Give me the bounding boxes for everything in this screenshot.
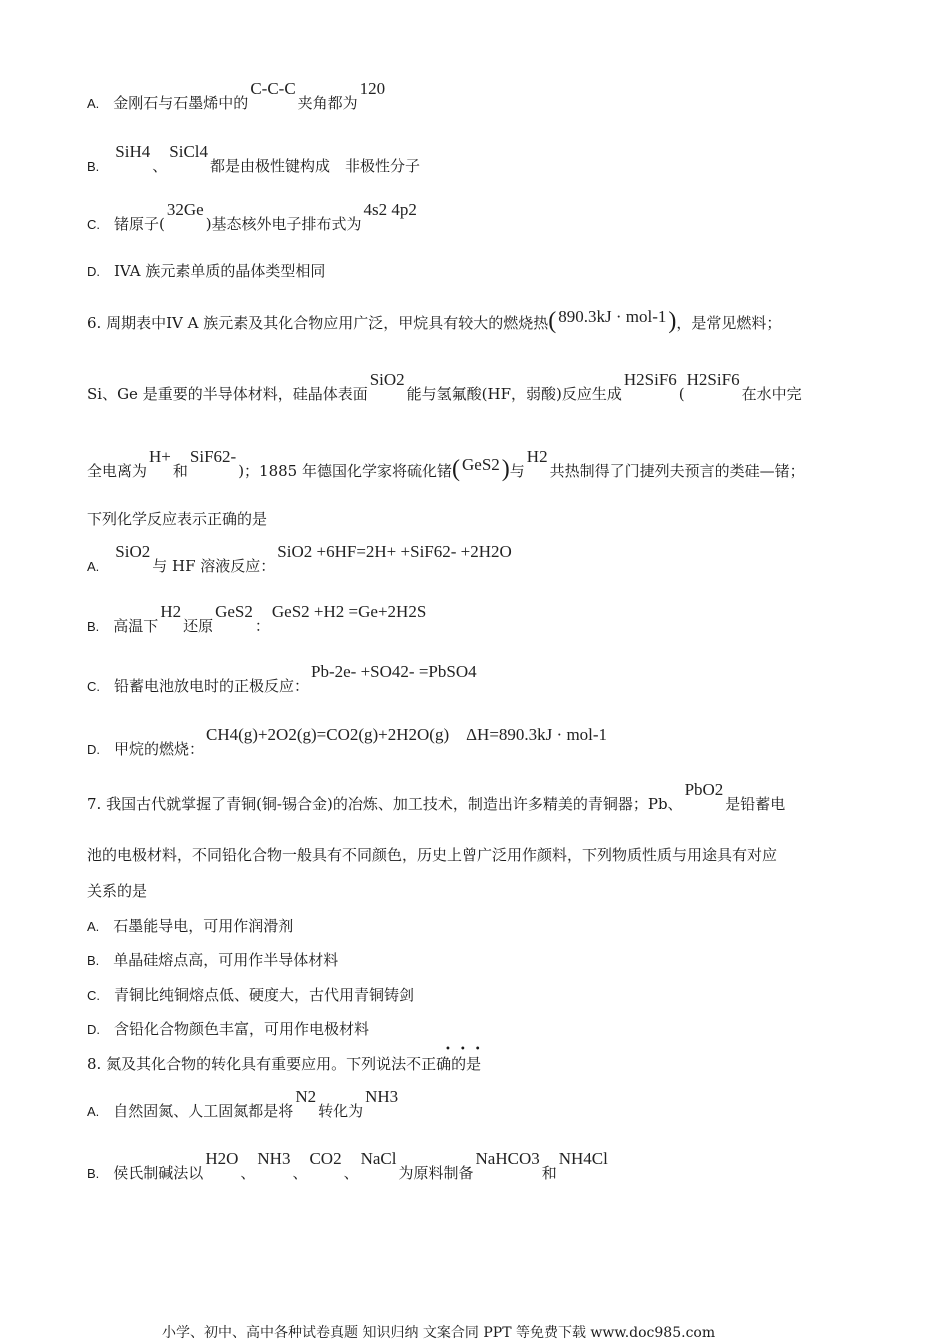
formula: SiCl4 [169,142,209,161]
q5-option-c [87,200,419,234]
stem-text: 8. 氮及其化合物的转化具有重要应用。下列说法不正确的是 [87,1055,482,1073]
formula: 120 [359,79,386,98]
formula: NH3 [365,1087,399,1106]
stem-text: 和 [172,462,188,480]
option-text: 都是由极性键构成 非极性分子 [210,157,421,175]
q6-option-d [87,725,609,759]
stem-text: 池的电极材料，不同铅化合物一般具有不同颜色，历史上曾广泛用作颜料，下列物质性质与用途具有对应 [87,846,778,864]
q6-stem-line-3: 全电离为H+和SiF62-)；1885 年德国化学家将硫化锗( GeS2)与H2共热制得了门捷列夫预言的类硅—锗； [87,447,805,482]
footer-watermark: 小学、初中、高中各种试卷真题 知识归纳 文案合同 PPT 等免费下载 www.doc985.com [162,1325,716,1341]
stem-text: 全电离为 [87,462,148,480]
stem-text: ( [678,385,685,403]
stem-text: ，是常见燃料； [676,314,782,332]
option-text: 铅蓄电池放电时的正极反应： [114,677,310,695]
option-text: 夹角都为 [297,94,358,112]
formula: H2 [160,602,182,621]
q7-option-b [87,949,338,970]
formula: NaCl [360,1149,397,1168]
emphasis-dots: ••• [445,1044,490,1055]
option-text: 甲烷的燃烧： [114,740,205,758]
option-text: 还原 [183,617,214,635]
stem-text: 能与氢氟酸(HF，弱酸)反应生成 [406,385,622,403]
formula: CH4(g)+2O2(g)=CO2(g)+2H2O(g) ΔH=890.3kJ · mol-1 [206,725,608,744]
q5-option-a [87,79,387,113]
option-text: 与 HF 溶液反应： [152,557,276,575]
q8-stem-line-1 [87,1053,481,1074]
formula: H2O [205,1149,239,1168]
stem-text: )；1885 年德国化学家将硫化锗 [238,462,452,480]
formula: SiO2 [369,370,405,389]
option-text: 石墨能导电，可用作润滑剂 [113,917,294,935]
option-text: 侯氏制碱法以 [113,1164,204,1182]
stem-text: 6. 周期表中IV A 族元素及其化合物应用广泛，甲烷具有较大的燃烧热 [87,314,549,332]
stem-text: 共热制得了门捷列夫预言的类硅—锗； [549,462,805,480]
formula: Pb-2e- +SO42- =PbSO4 [311,662,477,681]
q6-option-b [87,602,428,636]
stem-text: Si、Ge 是重要的半导体材料，硅晶体表面 [87,385,368,403]
option-text: 、 [292,1164,308,1182]
stem-text: 7. 我国古代就掌握了青铜(铜-锡合金)的冶炼、加工技术，制造出许多精美的青铜器；Pb、 [87,795,683,813]
q7-stem-line-3 [87,880,147,901]
q5-option-d [87,260,325,281]
formula: PbO2 [684,780,724,799]
formula: NaHCO3 [475,1149,540,1168]
option-label: C. [87,679,100,694]
formula: SiO2 +6HF=2H+ +SiF62- +2H2O [277,542,512,561]
formula: GeS2 [215,602,253,621]
option-text: 为原料制备 [398,1164,474,1182]
formula: SiH4 [115,142,151,161]
formula: GeS2 +H2 =Ge+2H2S [271,602,427,621]
q7-option-d [87,1018,369,1039]
option-label: D. [87,264,100,279]
q7-stem-line-2 [87,844,777,865]
formula: SiF62- [189,447,237,466]
stem-text: 是铅蓄电 [725,795,786,813]
q7-stem-line-1 [87,780,786,814]
formula: GeS2 [462,455,500,474]
stem-text: 在水中完 [741,385,802,403]
q6-stem-line-2 [87,370,802,404]
option-text: 青铜比纯铜熔点低、硬度大，古代用青铜铸剑 [114,986,415,1004]
option-text: )基态核外电子排布式为 [205,215,362,233]
option-label: C. [87,217,100,232]
option-text: 、 [343,1164,359,1182]
option-label: D. [87,1022,100,1037]
formula: H2 [526,447,548,466]
option-label: B. [87,953,100,968]
option-label: B. [87,619,100,634]
formula: 4s2 4p2 [363,200,417,219]
option-label: A. [87,919,100,934]
q6-option-a [87,542,514,576]
formula: NH4Cl [558,1149,608,1168]
formula: 32Ge [166,200,204,219]
option-label: C. [87,988,100,1003]
stem-text: 下列化学反应表示正确的是 [87,510,268,528]
option-label: A. [87,96,100,111]
q7-option-c [87,984,414,1005]
formula: SiO2 [115,542,151,561]
option-text: 和 [541,1164,557,1182]
stem-text: 与 [509,462,525,480]
option-label: A. [87,1104,100,1119]
option-label: A. [87,559,100,574]
formula: NH3 [257,1149,291,1168]
formula: H2SiF6 [623,370,677,389]
option-text: 转化为 [318,1102,364,1120]
option-label: B. [87,159,100,174]
q5-option-b [87,142,421,176]
option-text: 高温下 [113,617,159,635]
option-label: B. [87,1166,100,1181]
q6-stem-line-4 [87,508,267,529]
formula: N2 [295,1087,317,1106]
option-label: D. [87,742,100,757]
option-text: 金刚石与石墨烯中的 [113,94,249,112]
q8-option-b [87,1149,610,1183]
stem-text: 关系的是 [87,882,148,900]
option-text: 含铅化合物颜色丰富，可用作电极材料 [114,1020,370,1038]
q8-option-a [87,1087,400,1121]
option-text: 单晶硅熔点高，可用作半导体材料 [113,951,339,969]
formula: C-C-C [250,79,296,98]
option-text: 、 [152,157,168,175]
q6-stem-line-1: 6. 周期表中IV A 族元素及其化合物应用广泛，甲烷具有较大的燃烧热( 890.3kJ · mol-1)，是常见燃料； [87,307,782,334]
option-text: 、 [240,1164,256,1182]
option-text: IVA 族元素单质的晶体类型相同 [114,262,326,280]
option-text: 锗原子( [114,215,165,233]
option-text: 自然固氮、人工固氮都是将 [113,1102,294,1120]
formula: 890.3kJ · mol-1 [558,307,667,326]
q7-option-a [87,915,293,936]
formula: CO2 [309,1149,342,1168]
q6-option-c [87,662,479,696]
formula: H2SiF6 [686,370,740,389]
option-text: ： [254,617,270,635]
formula: H+ [149,447,171,466]
